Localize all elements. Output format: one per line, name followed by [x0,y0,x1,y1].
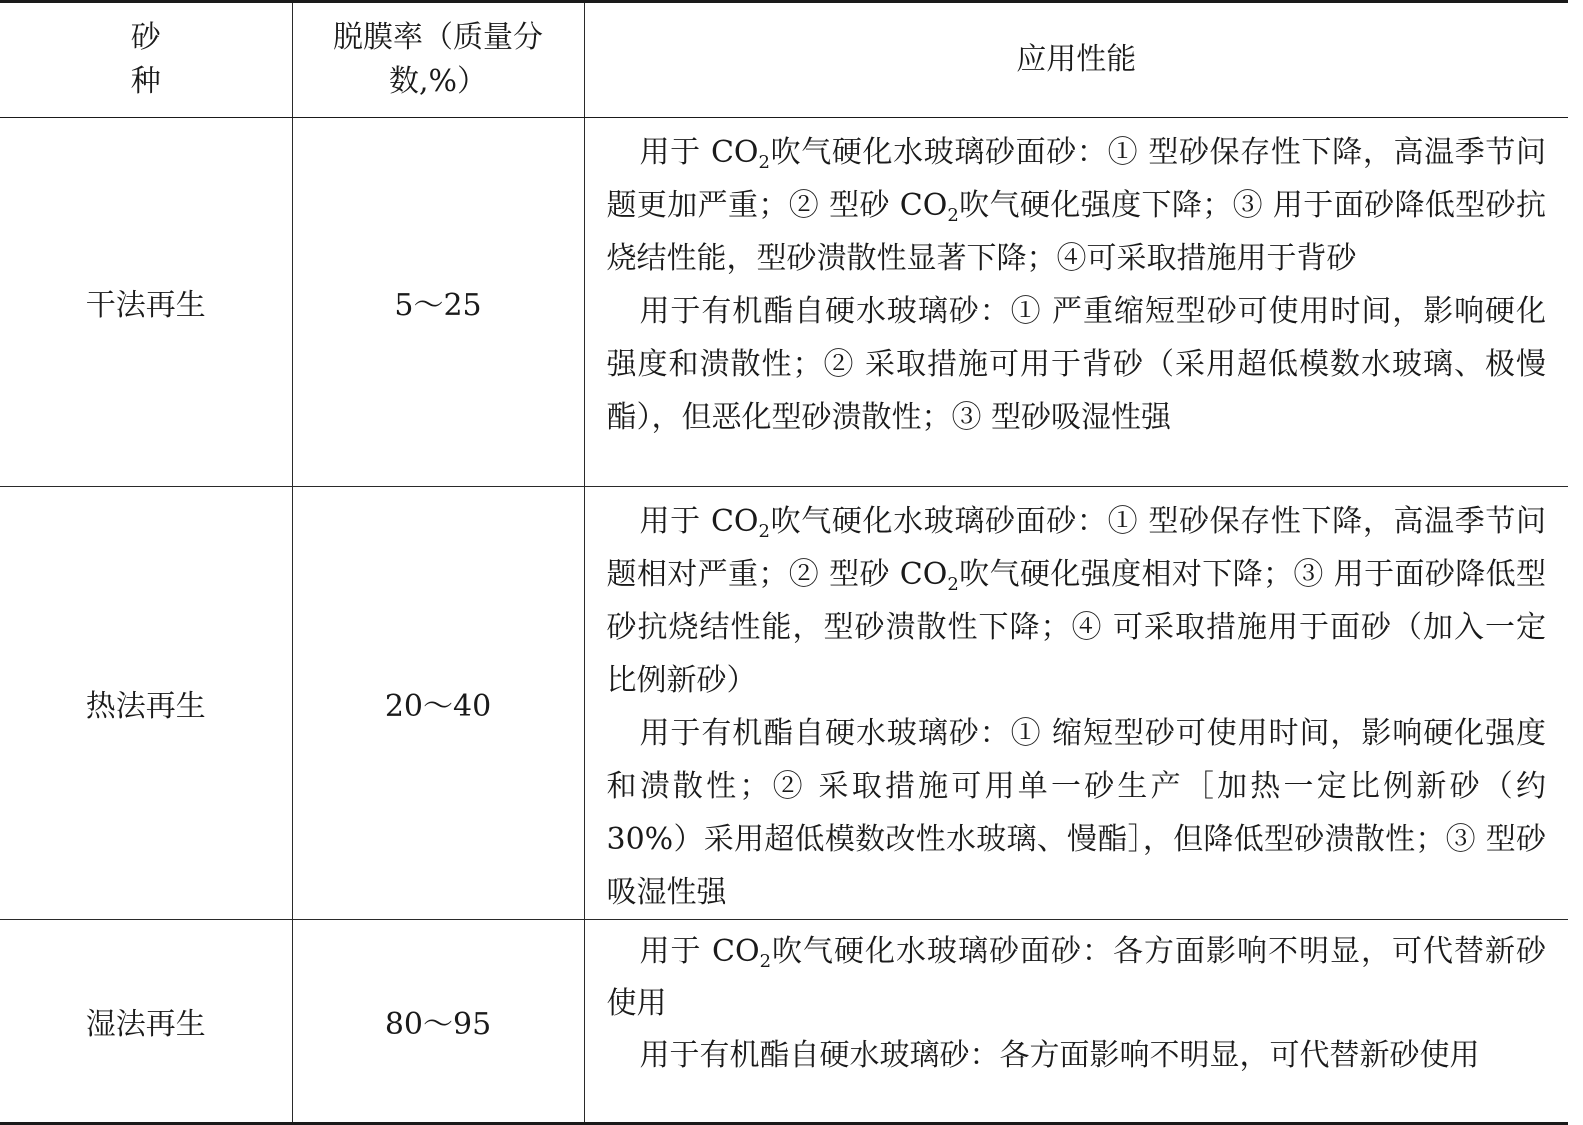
performance-paragraph [607,707,1547,919]
text-run: 吹气硬化水玻璃砂面砂：① 型砂保存性下降，高温季节问题相对严重；② 型砂 CO [606,504,1546,592]
text-run: 吹气硬化水玻璃砂面砂：① 型砂保存性下降，高温季节问题更加严重；② 型砂 CO [606,135,1546,223]
text-run: 用于有机酯自硬水玻璃砂：① 严重缩短型砂可使用时间，影响硬化强度和溃散性；② 采取措施可用于背砂（采用超低模数水玻璃、极慢酯），但恶化型砂溃散性；③ 型砂吸湿性强 [606,294,1546,435]
text-run: 用于有机酯自硬水玻璃砂：各方面影响不明显，可代替新砂使用 [639,1038,1480,1073]
sand-type-cell: 干法再生 [0,118,292,487]
subscript: 2 [758,521,770,542]
text-run: 用于 CO [639,934,760,969]
text-run: 用于 CO [639,504,759,539]
table-row [0,920,1568,1124]
performance-cell [584,118,1568,487]
text-run: 吹气硬化强度相对下降；③ 用于面砂降低型砂抗烧结性能，型砂溃散性下降；④ 可采取措施用于面砂（加入一定比例新砂） [606,557,1546,698]
performance-paragraph [607,926,1547,1030]
header-stripping-rate: 脱膜率（质量分数,%） [292,2,584,118]
table-row [0,487,1568,920]
text-run: 用于有机酯自硬水玻璃砂：① 缩短型砂可使用时间，影响硬化强度和溃散性；② 采取措施可用单一砂生产［加热一定比例新砂（约 30%）采用超低模数改性水玻璃、慢酯］，但降低型砂溃散性；③ 型砂吸湿性强 [606,716,1546,910]
subscript: 2 [947,205,959,226]
table-header-row [0,2,1568,118]
sand-type-cell: 湿法再生 [0,920,292,1124]
sand-type-cell: 热法再生 [0,487,292,920]
performance-cell [584,487,1568,920]
subscript: 2 [758,152,770,173]
performance-paragraph [607,495,1547,707]
performance-paragraph [607,1030,1547,1082]
header-performance: 应用性能 [584,2,1568,118]
table-row [0,118,1568,487]
header-sand-type: 砂 种 [0,2,292,118]
performance-cell [584,920,1568,1124]
stripping-rate-cell: 80～95 [292,920,584,1124]
text-run: 用于 CO [639,135,759,170]
subscript: 2 [947,574,959,595]
text-run: 吹气硬化强度下降；③ 用于面砂降低型砂抗烧结性能，型砂溃散性显著下降；④可采取措施用于背砂 [606,188,1546,276]
stripping-rate-cell: 5～25 [292,118,584,487]
stripping-rate-cell: 20～40 [292,487,584,920]
performance-paragraph [607,126,1547,285]
performance-paragraph [607,285,1547,444]
subscript: 2 [759,951,772,972]
text-run: 吹气硬化水玻璃砂面砂：各方面影响不明显，可代替新砂使用 [606,934,1547,1021]
